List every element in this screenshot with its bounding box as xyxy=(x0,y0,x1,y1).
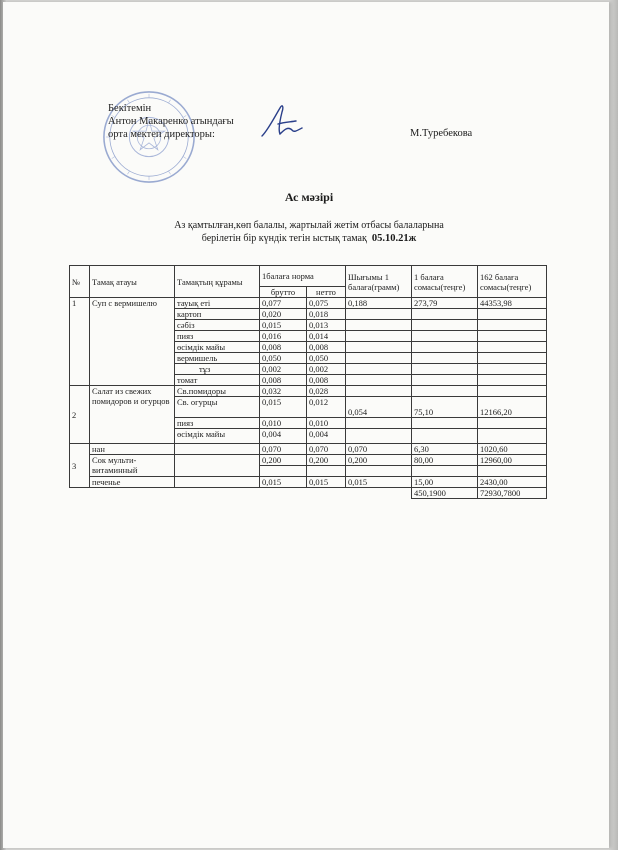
table-header-row xyxy=(70,266,547,287)
cookie-cost-one: 15,00 xyxy=(412,477,478,488)
ingredient-brutto: 0,002 xyxy=(260,364,307,375)
header-norm: 1балаға норма xyxy=(260,266,346,287)
dish1-cost-total: 44353,98 xyxy=(478,298,547,309)
empty-cell xyxy=(175,455,260,477)
totals-row xyxy=(70,488,547,499)
bread-netto: 0,070 xyxy=(307,444,346,455)
director-name: М.Туребекова xyxy=(410,128,473,139)
ingredient-name: пияз xyxy=(175,418,260,429)
empty-cell xyxy=(412,342,478,353)
juice-cost-one: 80,00 xyxy=(412,455,478,466)
empty-cell xyxy=(412,386,478,397)
dish2-name: Салат из свежих помидоров и огурцов xyxy=(90,386,175,444)
juice-name: Сок мульти-витаминный xyxy=(90,455,175,477)
empty-cell xyxy=(346,418,412,429)
approval-block xyxy=(108,102,234,141)
ingredient-netto: 0,014 xyxy=(307,331,346,342)
ingredient-name: Св.помидоры xyxy=(175,386,260,397)
ingredient-brutto: 0,008 xyxy=(260,342,307,353)
empty-cell xyxy=(346,342,412,353)
ingredient-brutto: 0,050 xyxy=(260,353,307,364)
cookie-name: печенье xyxy=(90,477,175,488)
empty-cell xyxy=(346,331,412,342)
approval-line-2: Антон Макаренко атындағы xyxy=(108,116,234,127)
empty-cell xyxy=(90,488,175,499)
empty-cell xyxy=(260,466,307,477)
document-date: 05.10.21ж xyxy=(371,233,417,244)
empty-cell xyxy=(412,353,478,364)
cookie-cost-total: 2430,00 xyxy=(478,477,547,488)
table-row xyxy=(70,386,547,397)
document-subtitle-line-2 xyxy=(0,233,618,244)
empty-cell xyxy=(346,386,412,397)
ingredient-name: өсімдік майы xyxy=(175,429,260,444)
header-composition: Тамақтың құрамы xyxy=(175,266,260,298)
empty-cell xyxy=(412,331,478,342)
juice-netto: 0,200 xyxy=(307,455,346,466)
empty-cell xyxy=(412,418,478,429)
table-row xyxy=(70,477,547,488)
header-cost-one: 1 балаға сомасы(теңге) xyxy=(412,266,478,298)
empty-cell xyxy=(175,444,260,455)
bread-cost-total: 1020,60 xyxy=(478,444,547,455)
empty-cell xyxy=(260,488,307,499)
ingredient-brutto: 0,077 xyxy=(260,298,307,309)
empty-cell xyxy=(478,309,547,320)
dish1-no: 1 xyxy=(70,298,90,386)
juice-yield: 0,200 xyxy=(346,455,412,466)
ingredient-brutto: 0,032 xyxy=(260,386,307,397)
empty-cell xyxy=(412,429,478,444)
ingredient-netto: 0,028 xyxy=(307,386,346,397)
empty-cell xyxy=(478,331,547,342)
ingredient-brutto: 0,008 xyxy=(260,375,307,386)
ingredient-netto: 0,010 xyxy=(307,418,346,429)
table-row xyxy=(70,455,547,466)
ingredient-brutto: 0,016 xyxy=(260,331,307,342)
ingredient-brutto: 0,015 xyxy=(260,320,307,331)
dish1-name: Суп с вермишелю xyxy=(90,298,175,386)
ingredient-netto: 0,012 xyxy=(307,397,346,418)
ingredient-brutto: 0,010 xyxy=(260,418,307,429)
subtitle-text: берілетін бір күндік тегін ыстық тамақ xyxy=(201,233,367,244)
header-netto: нетто xyxy=(307,287,346,298)
empty-cell xyxy=(346,320,412,331)
cookie-yield: 0,015 xyxy=(346,477,412,488)
dish2-cost-one: 75,10 xyxy=(412,397,478,418)
table-row xyxy=(70,298,547,309)
dish2-cost-total: 12166,20 xyxy=(478,397,547,418)
empty-cell xyxy=(70,488,90,499)
empty-cell xyxy=(478,364,547,375)
header-no: № xyxy=(70,266,90,298)
empty-cell xyxy=(175,488,260,499)
empty-cell xyxy=(478,320,547,331)
ingredient-name: картоп xyxy=(175,309,260,320)
ingredient-brutto: 0,020 xyxy=(260,309,307,320)
empty-cell xyxy=(307,466,346,477)
empty-cell xyxy=(478,429,547,444)
empty-cell xyxy=(478,386,547,397)
ingredient-name: пияз xyxy=(175,331,260,342)
cookie-netto: 0,015 xyxy=(307,477,346,488)
ingredient-name: тұз xyxy=(175,364,260,375)
ingredient-netto: 0,004 xyxy=(307,429,346,444)
ingredient-name: Св. огурцы xyxy=(175,397,260,418)
dish1-cost-one: 273,79 xyxy=(412,298,478,309)
document-subtitle-line-1: Аз қамтылған,көп балалы, жартылай жетім отбасы балаларына xyxy=(174,220,444,231)
bread-yield: 0,070 xyxy=(346,444,412,455)
empty-cell xyxy=(412,364,478,375)
dish3-no: 3 xyxy=(70,444,90,488)
empty-cell xyxy=(412,466,478,477)
header-brutto: брутто xyxy=(260,287,307,298)
ingredient-brutto: 0,015 xyxy=(260,397,307,418)
menu-table xyxy=(69,265,547,499)
empty-cell xyxy=(478,418,547,429)
director-signature-icon xyxy=(258,100,310,142)
ingredient-name: тауық еті xyxy=(175,298,260,309)
juice-cost-total: 12960,00 xyxy=(478,455,547,466)
bread-name: нан xyxy=(90,444,175,455)
ingredient-netto: 0,008 xyxy=(307,342,346,353)
empty-cell xyxy=(346,488,412,499)
empty-cell xyxy=(412,375,478,386)
empty-cell xyxy=(346,353,412,364)
empty-cell xyxy=(346,309,412,320)
ingredient-netto: 0,050 xyxy=(307,353,346,364)
empty-cell xyxy=(175,477,260,488)
juice-brutto: 0,200 xyxy=(260,455,307,466)
ingredient-netto: 0,008 xyxy=(307,375,346,386)
ingredient-brutto: 0,004 xyxy=(260,429,307,444)
empty-cell xyxy=(346,429,412,444)
dish2-yield: 0,054 xyxy=(346,397,412,418)
ingredient-name: томат xyxy=(175,375,260,386)
empty-cell xyxy=(346,466,412,477)
ingredient-name: вермишель xyxy=(175,353,260,364)
ingredient-name: сәбіз xyxy=(175,320,260,331)
bread-brutto: 0,070 xyxy=(260,444,307,455)
ingredient-netto: 0,075 xyxy=(307,298,346,309)
header-dish: Тамақ атауы xyxy=(90,266,175,298)
empty-cell xyxy=(478,375,547,386)
empty-cell xyxy=(346,375,412,386)
empty-cell xyxy=(412,309,478,320)
empty-cell xyxy=(346,364,412,375)
empty-cell xyxy=(478,342,547,353)
scan-right-edge xyxy=(608,0,618,850)
dish1-yield: 0,188 xyxy=(346,298,412,309)
document-title: Ас мәзірі xyxy=(284,190,334,204)
cookie-brutto: 0,015 xyxy=(260,477,307,488)
ingredient-name: өсімдік майы xyxy=(175,342,260,353)
total-cost-one: 450,1900 xyxy=(412,488,478,499)
empty-cell xyxy=(412,320,478,331)
ingredient-netto: 0,018 xyxy=(307,309,346,320)
bread-cost-one: 6,30 xyxy=(412,444,478,455)
approval-line-1: Бекітемін xyxy=(108,103,152,114)
table-row xyxy=(70,444,547,455)
approval-line-3: орта мектеп директоры: xyxy=(108,129,215,140)
ingredient-netto: 0,013 xyxy=(307,320,346,331)
header-yield: Шығымы 1 балаға(грамм) xyxy=(346,266,412,298)
header-cost-total: 162 балаға сомасы(теңге) xyxy=(478,266,547,298)
empty-cell xyxy=(478,466,547,477)
total-cost-total: 72930,7800 xyxy=(478,488,547,499)
empty-cell xyxy=(478,353,547,364)
dish2-no: 2 xyxy=(70,386,90,444)
ingredient-netto: 0,002 xyxy=(307,364,346,375)
empty-cell xyxy=(307,488,346,499)
